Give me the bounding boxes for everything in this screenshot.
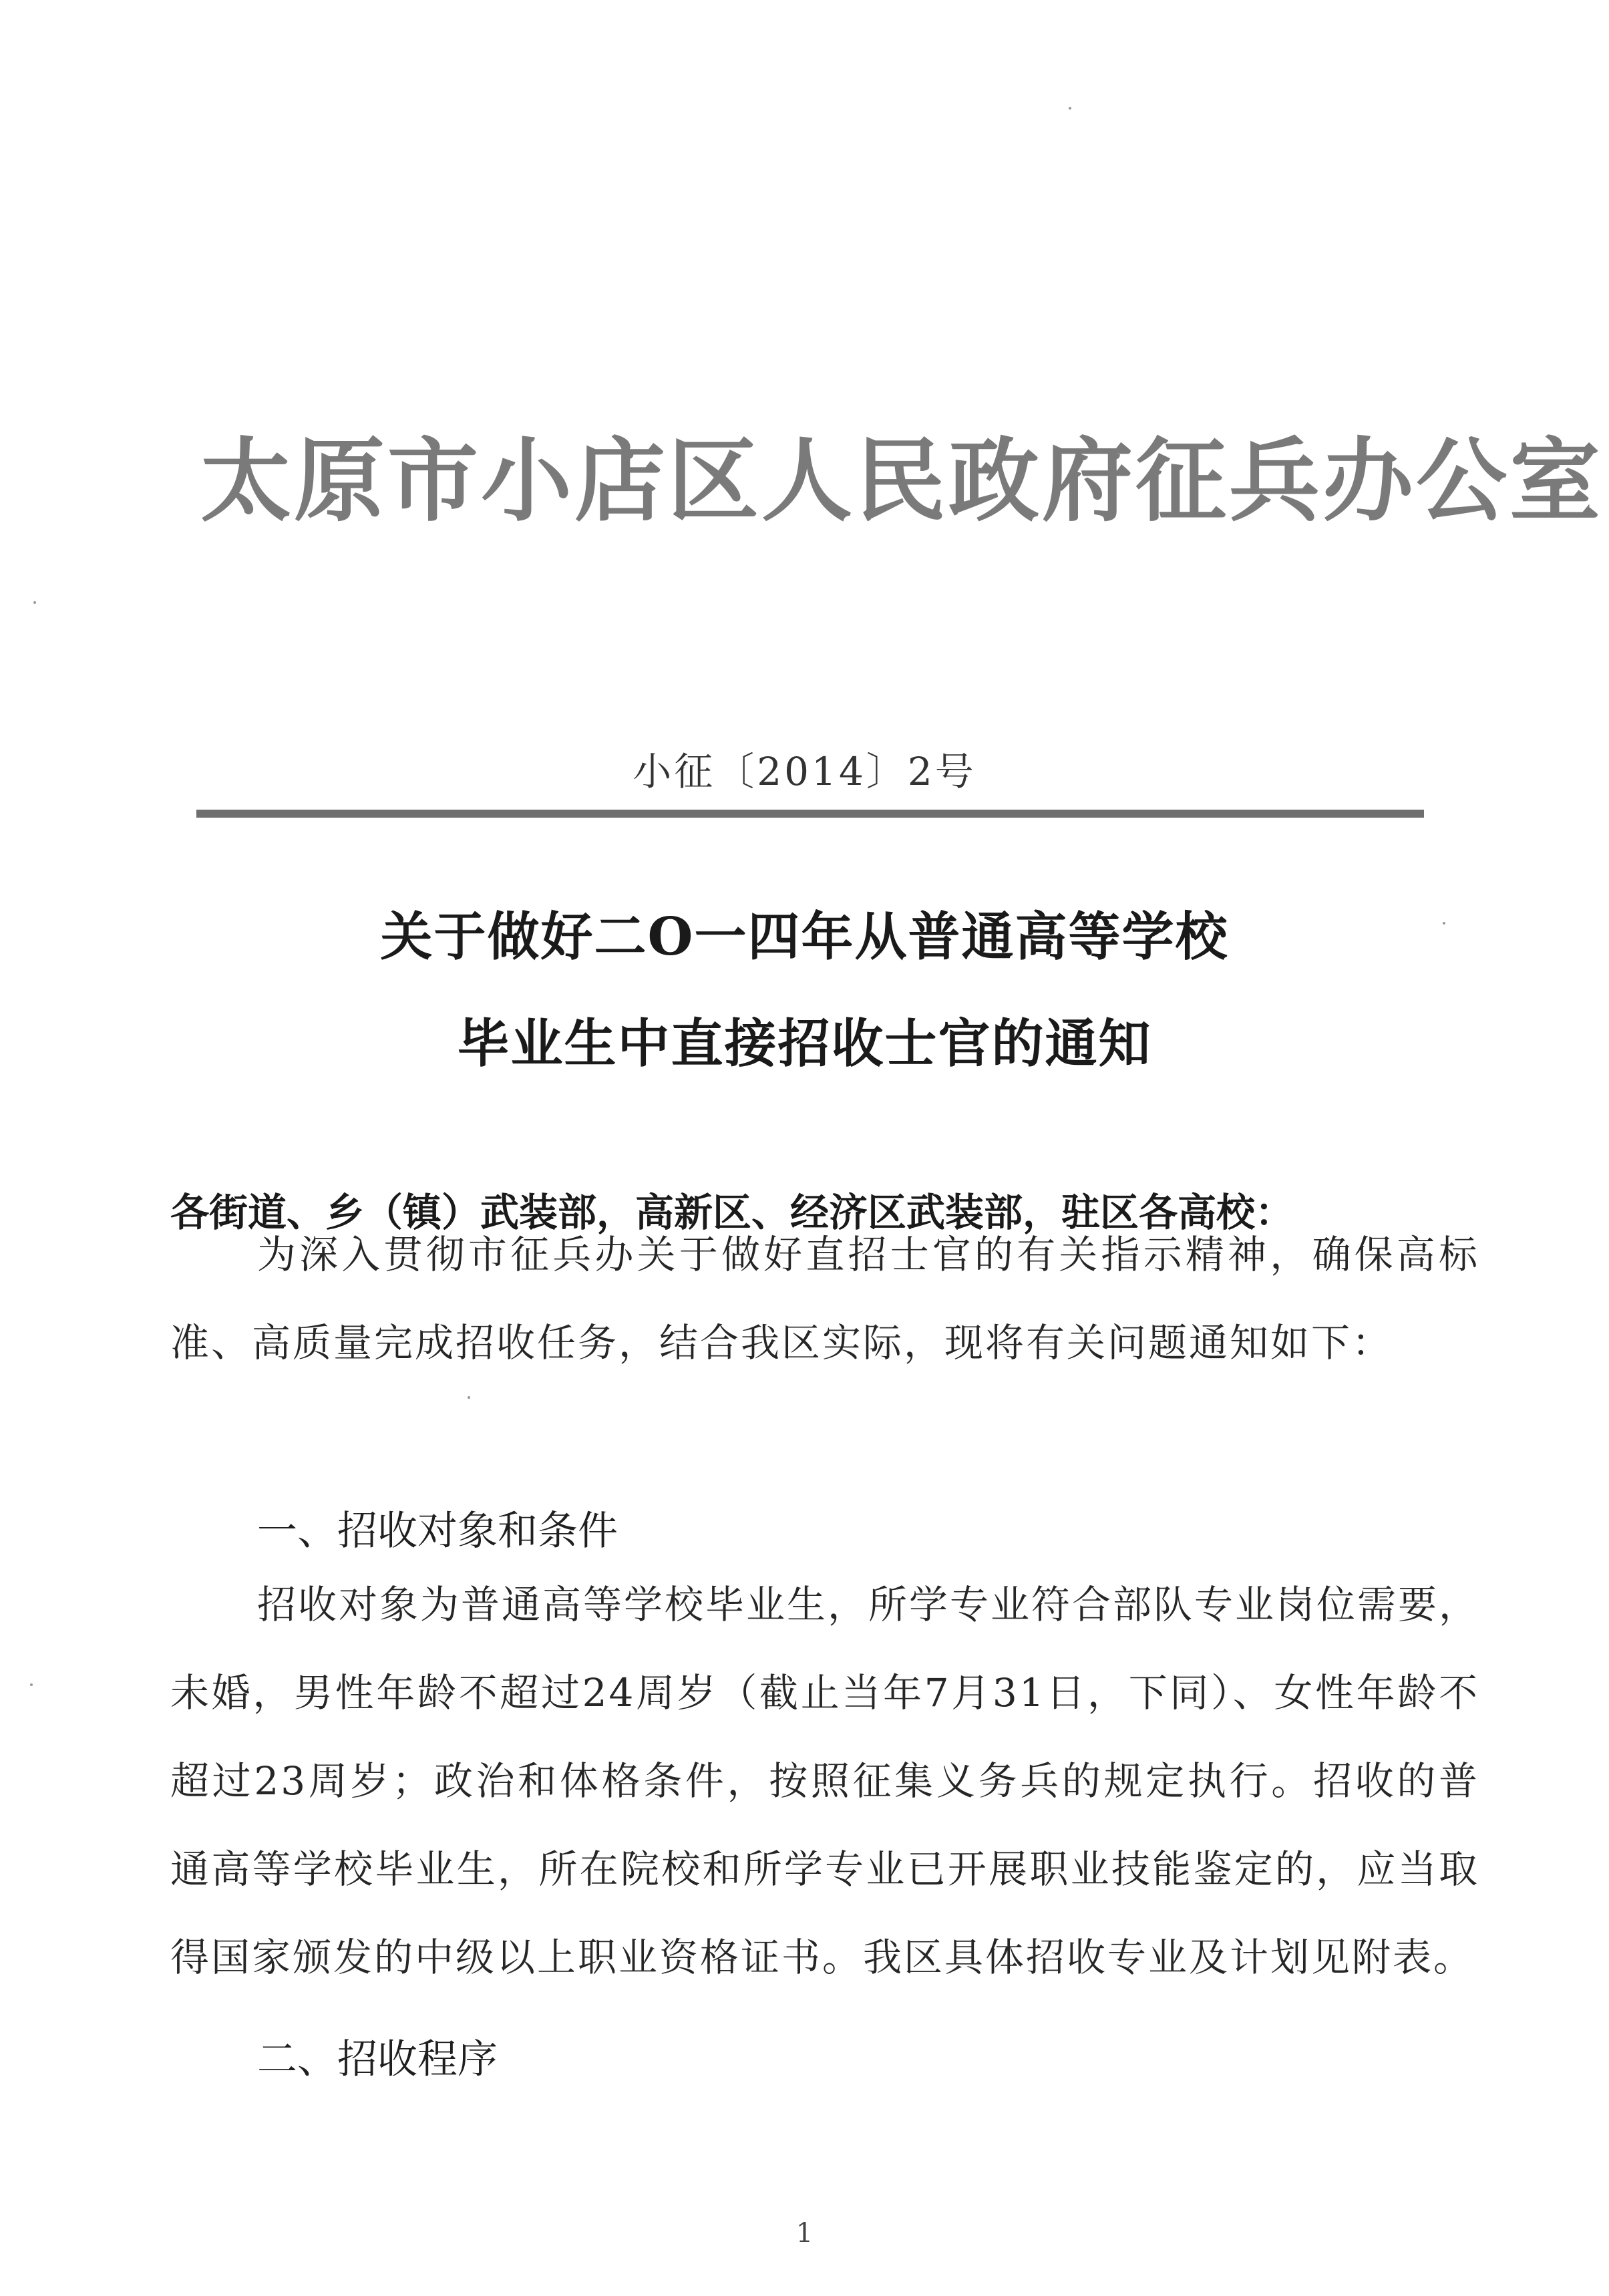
intro-paragraph: 为深入贯彻市征兵办关于做好直招士官的有关指示精神，确保高标准、高质量完成招收任务，结合我区实际，现将有关问题通知如下：	[170, 1232, 1479, 1365]
organization-header: 太原市小店区人民政府征兵办公室	[200, 428, 1603, 534]
scan-speck	[30, 1683, 33, 1686]
scan-speck	[33, 601, 36, 604]
scan-speck	[1069, 107, 1071, 110]
document-title-line-2: 毕业生中直接招收士官的通知	[457, 1013, 1152, 1074]
scan-speck	[1443, 922, 1445, 925]
document-number: 小征〔2014〕2号	[633, 749, 976, 794]
document-title-line-1: 关于做好二O一四年从普通高等学校	[380, 907, 1229, 967]
scan-speck	[468, 1396, 470, 1399]
header-divider	[196, 810, 1424, 818]
page-number: 1	[795, 2218, 814, 2249]
section-1-paragraph: 招收对象为普通高等学校毕业生，所学专业符合部队专业岗位需要，未婚，男性年龄不超过24周岁（截止当年7月31日，下同）、女性年龄不超过23周岁；政治和体格条件，按照征集义务兵的规定执行。招收的普通高等学校毕业生，所在院校和所学专业已开展职业技能鉴定的，应当取得国家颁发的中级以上职业资格证书。我区具体招收专业及计划见附表。	[170, 1582, 1480, 1980]
section-1-heading: 一、招收对象和条件	[257, 1508, 618, 1554]
addressee-line: 各街道、乡（镇）武装部，高新区、经济区武装部，驻区各高校：	[170, 1190, 1294, 1235]
section-2-heading: 二、招收程序	[257, 2036, 498, 2083]
